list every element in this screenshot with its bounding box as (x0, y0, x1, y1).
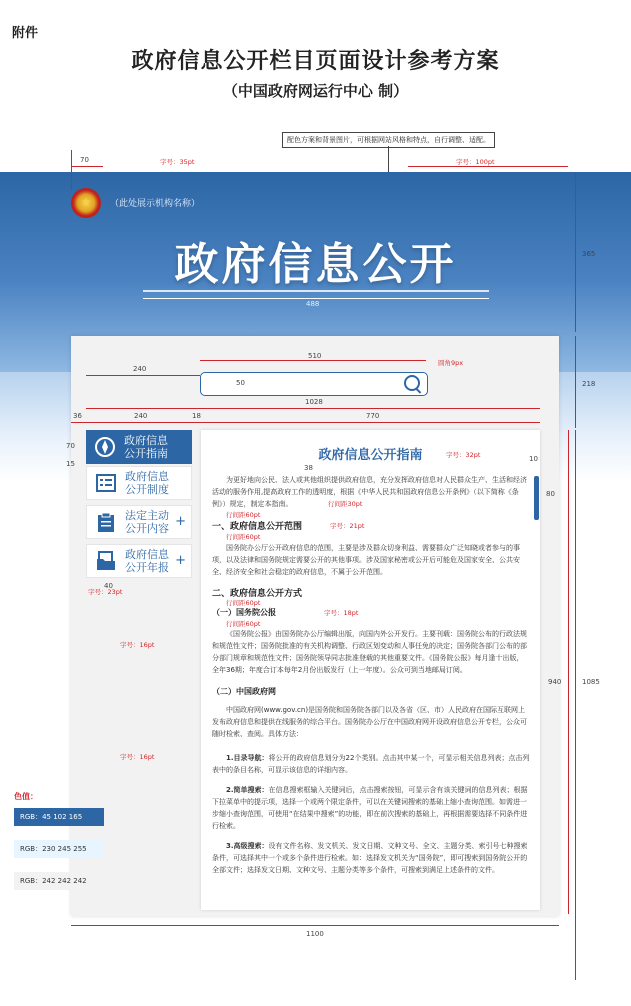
nav-label-line1: 法定主动 (125, 509, 169, 522)
clipboard-icon (95, 511, 117, 533)
item2-paragraph: 2.简单搜索：在信息搜索框输入关键词后，点击搜索按钮，可显示含有该关键词的信息列表；根据下拉菜单中的提示项，选择一个或两个限定条件，可以在关键词搜索的基础上缩小查询范围。如需进一步缩小查询范围，可使用“在结果中搜索”的功能，即在前次搜索的基础上，再根据需要选择不同条件进行检索。 (212, 786, 528, 830)
guide-title: 政府信息公开指南 (318, 448, 423, 463)
annotation-font16b: 字号：16pt (120, 753, 155, 761)
dim-80: 80 (546, 490, 555, 498)
dim-line-218 (575, 336, 576, 428)
org-name: （此处展示机构名称） (110, 199, 201, 209)
design-note: 配色方案和背景图片，可根据网站风格和特点，自行调整、适配。 (282, 132, 495, 148)
nav-label-line2: 公开指南 (124, 447, 168, 460)
dim-line-1028 (86, 408, 540, 409)
nav-label-line2: 公开年报 (125, 561, 169, 574)
search-icon[interactable] (404, 375, 420, 391)
nav-item-guide[interactable] (86, 430, 192, 464)
annotation-font32: 字号：32pt (446, 451, 481, 459)
annotation-gap60b: 行间距60pt (226, 533, 261, 541)
search-value: 50 (236, 379, 245, 387)
expand-plus-icon[interactable]: + (175, 553, 186, 568)
annotation-font21: 字号：21pt (330, 522, 365, 530)
dim-line-365 (575, 172, 576, 332)
dim-70: 70 (80, 156, 89, 164)
nav-item-system[interactable] (86, 466, 192, 500)
dim-line-770 (71, 422, 540, 423)
section2-title: 二、政府信息公开方式 (212, 589, 303, 599)
nav-label-line1: 政府信息 (124, 434, 168, 447)
annotation-gap30: 行间距30pt (328, 500, 363, 508)
dim-line-510 (200, 360, 426, 361)
item1-paragraph: 1.目录导航：将公开的政府信息划分为22个类别。点击其中某一个，可显示相关信息列表；点击列表中的条目名称，可显示该信息的详细内容。 (212, 754, 530, 774)
document-title: 政府信息公开栏目页面设计参考方案 (131, 48, 500, 74)
dim-line-488 (143, 298, 489, 299)
dim-240a: 240 (133, 365, 147, 373)
national-emblem-icon (71, 188, 101, 218)
dim-tick-left (71, 150, 72, 190)
annotation-font23: 字号：23pt (88, 588, 123, 596)
scrollbar[interactable] (534, 476, 539, 520)
list-document-icon (95, 472, 117, 494)
annotation-font18: 字号：18pt (324, 609, 359, 617)
dim-770: 770 (366, 412, 380, 420)
dim-70v: 70 (66, 442, 75, 450)
dim-38: 38 (304, 464, 313, 472)
banner-underline (143, 290, 489, 292)
dim-940: 940 (548, 678, 562, 686)
annotation-radius: 圆角9px (438, 359, 464, 367)
annotation-gap60c: 行间距60pt (226, 599, 261, 607)
map-guide-icon (94, 436, 116, 458)
nav-label-line1: 政府信息 (125, 470, 169, 483)
color-swatch-light-blue: RGB：230 245 255 (14, 840, 104, 858)
annotation-font35: 字号：35pt (160, 158, 195, 166)
dim-488: 488 (306, 300, 320, 308)
dim-1085: 1085 (582, 678, 600, 686)
dim-10: 10 (529, 455, 538, 463)
dim-1028: 1028 (305, 398, 323, 406)
subsection1-paragraph: 《国务院公报》由国务院办公厅编辑出版，向国内外公开发行。主要刊载：国务院公布的行政法规和规范性文件；国务院批准的有关机构调整、行政区划变动和人事任免的决定；国务院各部门公布的部分部门规章和规范性文件；国务院领导同志批准登载的其他重要文件。《国务院公报》每月逢十出版，全年36期；年度合订本每年2月份出版发行（上一年度）。公众可到当地邮局订阅。 (212, 630, 527, 674)
intro-paragraph: 为更好地向公民、法人或其他组织提供政府信息，充分发挥政府信息对人民群众生产、生活和经济活动的服务作用,提高政府工作的透明度，根据《中华人民共和国政府信息公开条例》（以下简称《条例》）规定，制定本指南。 (212, 476, 527, 508)
dim-line-70 (71, 166, 103, 167)
dim-line-1085 (575, 430, 576, 980)
subsection1-title: （一）国务院公报 (212, 608, 276, 617)
nav-item-content[interactable] (86, 505, 192, 539)
nav-label-line1: 政府信息 (125, 548, 169, 561)
section1-paragraph: 国务院办公厅公开政府信息的范围，主要是涉及群众切身利益、需要群众广泛知晓或者参与的事项，以及法律和国务院规定需要公开的其他事项。涉及国家秘密或公开后可能危及国家安全、公共安全、经济安全和社会稳定的政府信息，不属于公开范围。 (212, 544, 520, 576)
dim-218: 218 (582, 380, 596, 388)
dim-36: 36 (73, 412, 82, 420)
dim-510: 510 (308, 352, 322, 360)
dim-1100: 1100 (306, 930, 324, 938)
dim-365: 365 (582, 250, 596, 258)
subsection2-title: （二）中国政府网 (212, 687, 276, 696)
annotation-gap60d: 行间距60pt (226, 620, 261, 628)
banner-title: 政府信息公开 (174, 239, 457, 290)
subsection2-paragraph: 中国政府网(www.gov.cn)是国务院和国务院各部门以及各省（区、市）人民政府在国际互联网上发布政府信息和提供在线服务的综合平台。国务院办公厅在中国政府网开设政府信息公开专栏，公众可随时检索、查阅。具体方法： (212, 706, 527, 738)
document-subtitle: （中国政府网运行中心 制） (222, 82, 409, 100)
search-input[interactable] (200, 372, 428, 396)
dim-line-1100 (71, 925, 559, 926)
item3-paragraph: 3.高级搜索：设有文件名称、发文机关、发文日期、文种文号、全文、主题分类、索引号七种搜索条件，可选择其中一个或多个条件进行检索。如：选择发文机关为“国务院”，即可搜索到国务院公开的全部文件；选择发文日期、文种文号、主题分类等多个条件，可搜索到满足上述条件的文件。 (212, 842, 528, 874)
dim-15: 15 (66, 460, 75, 468)
nav-item-annual-report[interactable] (86, 544, 192, 578)
annotation-font100: 字号：100pt (456, 158, 495, 166)
dim-18: 18 (192, 412, 201, 420)
dim-line-font100 (408, 166, 568, 167)
nav-label-line2: 公开制度 (125, 483, 169, 496)
attachment-label: 附件 (12, 26, 39, 41)
annotation-gap60a: 行间距60pt (226, 511, 261, 519)
dim-line-940 (568, 430, 569, 914)
color-swatch-gray: RGB：242 242 242 (14, 872, 104, 890)
color-swatch-primary: RGB：45 102 165 (14, 808, 104, 826)
folder-report-icon (95, 550, 117, 572)
dim-line-240a (86, 375, 200, 376)
dim-240b: 240 (134, 412, 148, 420)
expand-plus-icon[interactable]: + (175, 514, 186, 529)
dim-40: 40 (104, 582, 113, 590)
color-legend-label: 色值： (14, 792, 38, 801)
annotation-font16a: 字号：16pt (120, 641, 155, 649)
nav-label-line2: 公开内容 (125, 522, 169, 535)
section1-title: 一、政府信息公开范围 (212, 522, 303, 532)
